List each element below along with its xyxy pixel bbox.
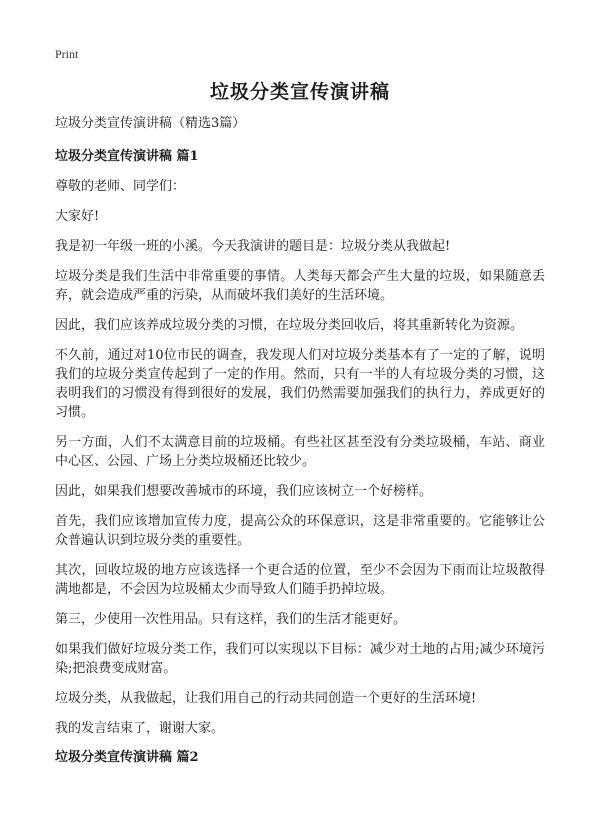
- paragraph-second: 其次，回收垃圾的地方应该选择一个更合适的位置，至少不会因为下雨而让垃圾散得满地都是，不会因为垃圾桶太少而导致人们随手扔掉垃圾。: [55, 563, 545, 597]
- paragraph-survey: 不久前，通过对10位市民的调查，我发现人们对垃圾分类基本有了一定的了解，说明我们的垃圾分类宣传起到了一定的作用。然而，只有一半的人有垃圾分类的习惯，这表明我们的习惯没有得到很好的发展，我们仍然需要加强我们的执行力，养成更好的习惯。: [55, 348, 545, 420]
- paragraph-importance: 垃圾分类是我们生活中非常重要的事情。人类每天都会产生大量的垃圾，如果随意丢弃，就会造成严重的污染，从而破坏我们美好的生活环境。: [55, 269, 545, 303]
- paragraph-goals: 如果我们做好垃圾分类工作，我们可以实现以下目标：减少对土地的占用;减少环境污染;把浪费变成财富。: [55, 642, 545, 676]
- document-subtitle: 垃圾分类宣传演讲稿（精选3篇）: [55, 116, 246, 131]
- print-label: Print: [55, 47, 79, 61]
- paragraph-closing: 我的发言结束了，谢谢大家。: [55, 721, 225, 736]
- paragraph-third: 第三，少使用一次性用品。只有这样，我们的生活才能更好。: [55, 612, 407, 627]
- paragraph-example: 因此，如果我们想要改善城市的环境，我们应该树立一个好榜样。: [55, 484, 433, 499]
- paragraph-call-to-action: 垃圾分类，从我做起，让我们用自己的行动共同创造一个更好的生活环境!: [55, 691, 477, 706]
- paragraph-intro: 我是初一年级一班的小溪。今天我演讲的题目是：垃圾分类从我做起!: [55, 239, 451, 254]
- paragraph-bins: 另一方面，人们不太满意目前的垃圾桶。有些社区甚至没有分类垃圾桶，车站、商业中心区、公园、广场上分类垃圾桶还比较少。: [55, 435, 545, 469]
- paragraph-greeting: 尊敬的老师、同学们：: [55, 179, 186, 194]
- document-title: 垃圾分类宣传演讲稿: [209, 81, 390, 103]
- paragraph-first: 首先，我们应该增加宣传力度，提高公众的环保意识，这是非常重要的。它能够让公众普遍认识到垃圾分类的重要性。: [55, 514, 545, 548]
- paragraph-hello: 大家好!: [55, 209, 100, 224]
- section-heading-2: 垃圾分类宣传演讲稿 篇2: [55, 750, 199, 765]
- paragraph-habit: 因此，我们应该养成垃圾分类的习惯，在垃圾分类回收后，将其重新转化为资源。: [55, 318, 524, 333]
- section-heading-1: 垃圾分类宣传演讲稿 篇1: [55, 149, 199, 164]
